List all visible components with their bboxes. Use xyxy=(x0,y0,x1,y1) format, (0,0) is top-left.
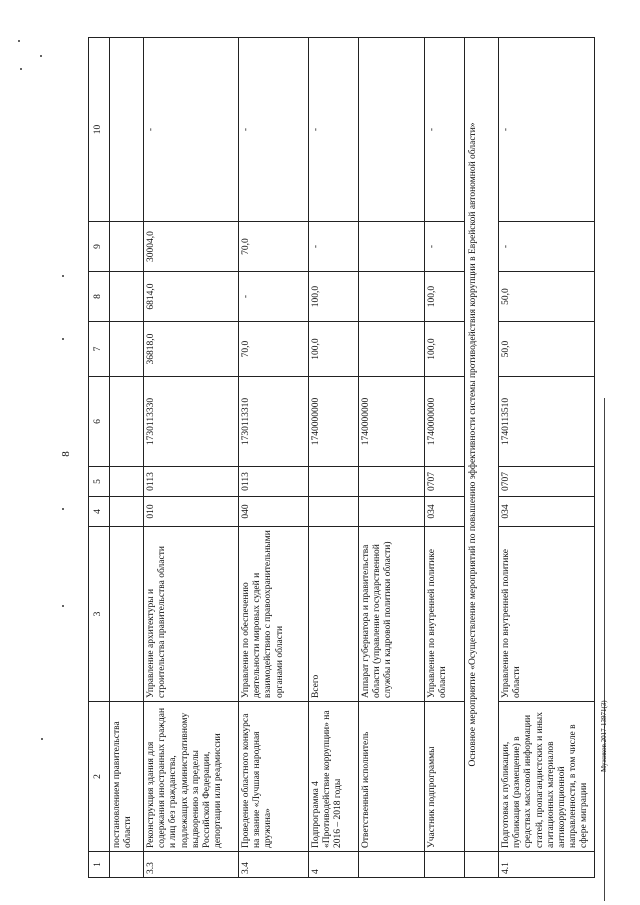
budget-table xyxy=(88,37,595,878)
scan-speck xyxy=(62,338,64,340)
year-2016-cell: - xyxy=(239,272,309,322)
rzpr-cell xyxy=(359,467,425,497)
year-2016-cell xyxy=(359,272,425,322)
total-cell xyxy=(359,322,425,377)
header-cell: 1 xyxy=(89,852,110,878)
executor-cell: Управление по внутренней политике области xyxy=(499,527,595,702)
row-number-cell xyxy=(110,852,144,878)
header-cell: 9 xyxy=(89,222,110,272)
page-number: 8 xyxy=(59,451,72,457)
rzpr-cell: 0707 xyxy=(499,467,595,497)
table-row xyxy=(144,38,239,878)
side-note: Мужиков.2017-13971(3) xyxy=(600,700,608,772)
executor-cell: Аппарат губернатора и правительства области (управление государственной службы и кадровой политики области) xyxy=(359,527,425,702)
total-cell: 70,0 xyxy=(239,322,309,377)
total-cell xyxy=(110,322,144,377)
section-row xyxy=(465,38,499,878)
year-2016-cell: 100,0 xyxy=(309,272,359,322)
table-row xyxy=(309,38,359,878)
rzpr-cell: 0113 xyxy=(144,467,239,497)
scan-speck xyxy=(40,55,42,57)
year-2018-cell: - xyxy=(239,38,309,222)
row-number-cell xyxy=(359,852,425,878)
grbs-cell: 010 xyxy=(144,497,239,527)
year-2017-cell: 30004,0 xyxy=(144,222,239,272)
scan-speck xyxy=(18,40,20,42)
grbs-cell xyxy=(110,497,144,527)
csr-cell: 1740000000 xyxy=(359,377,425,467)
total-cell: 100,0 xyxy=(425,322,465,377)
row-number-cell: 3.3 xyxy=(144,852,239,878)
header-cell: 7 xyxy=(89,322,110,377)
scan-speck xyxy=(62,605,64,607)
year-2018-cell xyxy=(110,38,144,222)
csr-cell: 1730113310 xyxy=(239,377,309,467)
scan-speck xyxy=(41,738,43,740)
csr-cell xyxy=(110,377,144,467)
row-number-cell: 3.4 xyxy=(239,852,309,878)
rzpr-cell: 0113 xyxy=(239,467,309,497)
grbs-cell xyxy=(309,497,359,527)
header-cell: 5 xyxy=(89,467,110,497)
header-cell: 3 xyxy=(89,527,110,702)
grbs-cell: 040 xyxy=(239,497,309,527)
year-2017-cell: - xyxy=(309,222,359,272)
header-cell: 4 xyxy=(89,497,110,527)
year-2018-cell: - xyxy=(425,38,465,222)
scan-speck xyxy=(62,275,64,277)
header-cell: 2 xyxy=(89,702,110,852)
year-2017-cell xyxy=(110,222,144,272)
table-row xyxy=(239,38,309,878)
csr-cell: 1740000000 xyxy=(309,377,359,467)
section-title: Основное мероприятие «Осуществление мероприятий по повышению эффективности системы противодействия коррупции в Еврейской автономной области» xyxy=(465,38,499,852)
rzpr-cell: 0707 xyxy=(425,467,465,497)
name-cell: Реконструкция здания для содержания иностранных граждан и лиц без гражданства, подлежащих административному выдворению за пределы Российской Федерации, депортации или реадмиссии xyxy=(144,702,239,852)
csr-cell: 1730113330 xyxy=(144,377,239,467)
year-2018-cell xyxy=(359,38,425,222)
executor-cell: Всего xyxy=(309,527,359,702)
year-2016-cell: 6814,0 xyxy=(144,272,239,322)
rotated-table-container xyxy=(88,38,628,878)
year-2017-cell: 70,0 xyxy=(239,222,309,272)
name-cell: Подпрограмма 4 «Противодействие коррупции» на 2016 – 2018 годы xyxy=(309,702,359,852)
name-cell: Проведение областного конкурса на звание «Лучшая народная дружина» xyxy=(239,702,309,852)
name-cell: Подготовка к публикации, публикация (размещение) в средствах массовой информации статей, пропагандистских и иных агитационных материалов антикоррупционной направленности, в том числе в сфере миграции xyxy=(499,702,595,852)
year-2018-cell: - xyxy=(309,38,359,222)
year-2016-cell xyxy=(110,272,144,322)
year-2016-cell: 100,0 xyxy=(425,272,465,322)
table-row xyxy=(110,38,144,878)
executor-cell: Управление по обеспечению деятельности мировых судей и взаимодействию с правоохранительными органами области xyxy=(239,527,309,702)
year-2018-cell: - xyxy=(499,38,595,222)
header-cell: 8 xyxy=(89,272,110,322)
table-row xyxy=(359,38,425,878)
section-spacer-cell xyxy=(465,852,499,878)
scan-speck xyxy=(20,68,22,70)
grbs-cell xyxy=(359,497,425,527)
row-number-cell: 4.1 xyxy=(499,852,595,878)
header-cell: 6 xyxy=(89,377,110,467)
header-cell: 10 xyxy=(89,38,110,222)
rzpr-cell xyxy=(110,467,144,497)
executor-cell: Управление по внутренней политике области xyxy=(425,527,465,702)
year-2016-cell: 50,0 xyxy=(499,272,595,322)
name-cell: Ответственный исполнитель xyxy=(359,702,425,852)
total-cell: 36818,0 xyxy=(144,322,239,377)
table-row xyxy=(425,38,465,878)
name-cell: постановлением правительства области xyxy=(110,702,144,852)
year-2017-cell: - xyxy=(425,222,465,272)
scan-speck xyxy=(62,508,64,510)
grbs-cell: 034 xyxy=(499,497,595,527)
row-number-cell: 4 xyxy=(309,852,359,878)
csr-cell: 1740113510 xyxy=(499,377,595,467)
csr-cell: 1740000000 xyxy=(425,377,465,467)
year-2017-cell xyxy=(359,222,425,272)
year-2018-cell: - xyxy=(144,38,239,222)
total-cell: 100,0 xyxy=(309,322,359,377)
executor-cell xyxy=(110,527,144,702)
name-cell: Участник подпрограммы xyxy=(425,702,465,852)
rzpr-cell xyxy=(309,467,359,497)
table-row xyxy=(499,38,595,878)
row-number-cell xyxy=(425,852,465,878)
executor-cell: Управление архитектуры и строительства правительства области xyxy=(144,527,239,702)
header-row xyxy=(89,38,110,878)
total-cell: 50,0 xyxy=(499,322,595,377)
year-2017-cell: - xyxy=(499,222,595,272)
grbs-cell: 034 xyxy=(425,497,465,527)
